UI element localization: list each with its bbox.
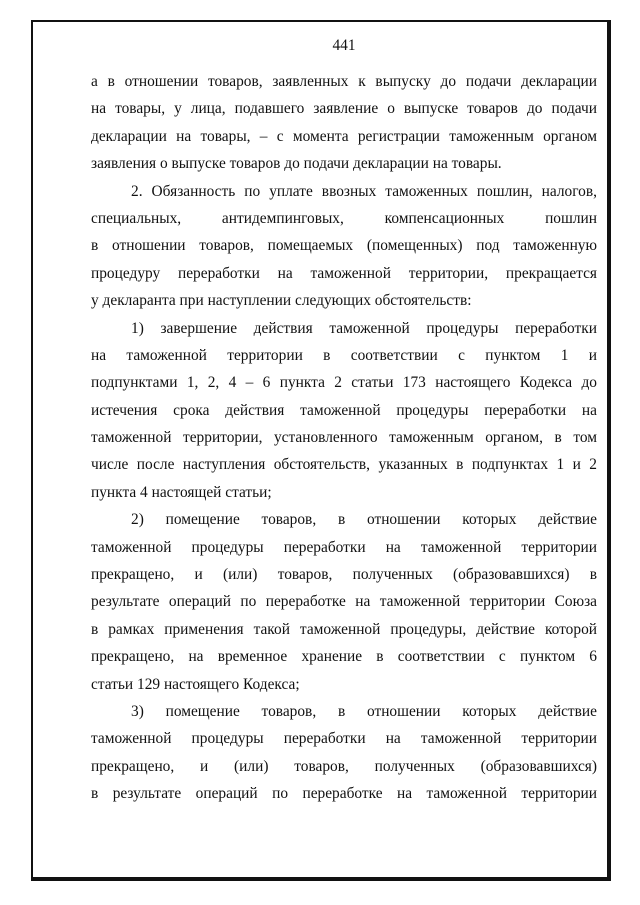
paragraph-continuation — [91, 68, 597, 178]
text-line: подпунктами 1, 2, 4 – 6 пункта 2 статьи 173 настоящего Кодекса до — [91, 374, 597, 392]
text-line: истечения срока действия таможенной процедуры переработки на — [91, 401, 597, 419]
text-line: пункта 4 настоящей статьи; — [91, 483, 272, 501]
text-line: у декларанта при наступлении следующих обстоятельств: — [91, 292, 472, 310]
text-line: 1) завершение действия таможенной процедуры переработки — [131, 319, 597, 337]
text-line: таможенной территории, установленного таможенным органом, в том — [91, 429, 597, 447]
text-line: в результате операций по переработке на таможенной территории — [91, 785, 597, 803]
subitem-3 — [91, 698, 597, 808]
text-line: прекращено, на временное хранение в соответствии с пунктом 6 — [91, 648, 597, 666]
text-line: в отношении товаров, помещаемых (помещенных) под таможенную — [91, 237, 597, 255]
text-line: прекращено, и (или) товаров, полученных (образовавшихся) — [91, 757, 597, 775]
text-line: на товары, у лица, подавшего заявление о выпуске товаров до подачи — [91, 100, 597, 118]
text-line: специальных, антидемпинговых, компенсационных пошлин — [91, 209, 597, 227]
text-line: заявления о выпуске товаров до подачи декларации на товары. — [91, 155, 502, 173]
text-line: процедуру переработки на таможенной территории, прекращается — [91, 264, 597, 282]
text-line: статьи 129 настоящего Кодекса; — [91, 675, 300, 693]
subitem-1 — [91, 315, 597, 507]
paragraph-item-2 — [91, 178, 597, 315]
text-line: числе после наступления обстоятельств, указанных в подпунктах 1 и 2 — [91, 456, 597, 474]
text-line: результате операций по переработке на таможенной территории Союза — [91, 593, 597, 611]
text-line: а в отношении товаров, заявленных к выпуску до подачи декларации — [91, 73, 597, 90]
text-line: 3) помещение товаров, в отношении которых действие — [131, 702, 597, 720]
text-line: декларации на товары, – с момента регистрации таможенным органом — [91, 127, 597, 145]
text-line: на таможенной территории в соответствии с пунктом 1 и — [91, 346, 597, 364]
text-line: прекращено, и (или) товаров, полученных (образовавшихся) в — [91, 566, 597, 584]
text-line: таможенной процедуры переработки на таможенной территории — [91, 730, 597, 748]
page-number: 441 — [332, 37, 356, 54]
text-line: 2) помещение товаров, в отношении которых действие — [131, 511, 597, 529]
text-line: в рамках применения такой таможенной процедуры, действие которой — [91, 620, 597, 638]
text-line: 2. Обязанность по уплате ввозных таможенных пошлин, налогов, — [131, 182, 597, 200]
document-page — [91, 36, 597, 808]
text-line: таможенной процедуры переработки на таможенной территории — [91, 538, 597, 556]
subitem-2 — [91, 506, 597, 698]
